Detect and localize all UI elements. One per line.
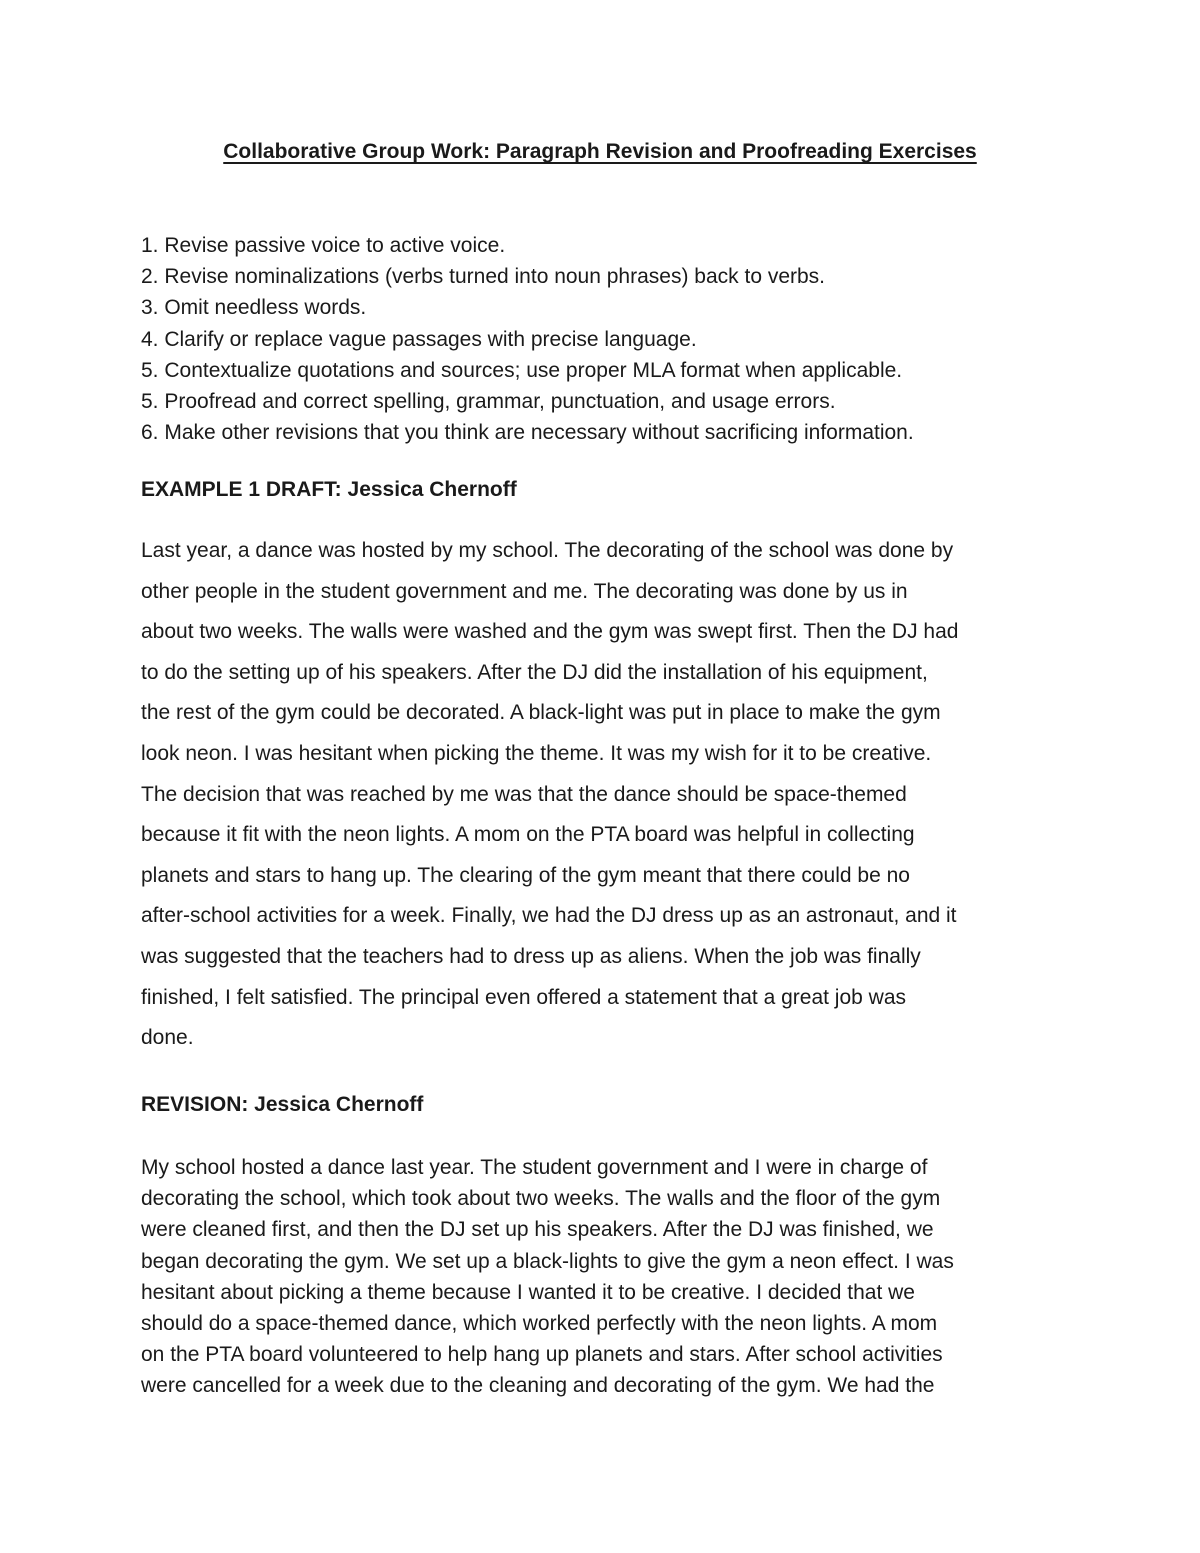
- draft-line: planets and stars to hang up. The clearing of the gym meant that there could be no: [141, 863, 910, 887]
- draft-line: Last year, a dance was hosted by my school. The decorating of the school was done by: [141, 539, 954, 562]
- revision-heading: REVISION: Jessica Chernoff: [141, 1093, 424, 1116]
- instruction-item: 5. Proofread and correct spelling, grammar, punctuation, and usage errors.: [141, 390, 836, 414]
- draft-line: was suggested that the teachers had to dress up as aliens. When the job was finally: [141, 944, 921, 968]
- revision-paragraph: [141, 1152, 954, 1402]
- draft-line: look neon. I was hesitant when picking the theme. It was my wish for it to be creative.: [141, 741, 932, 765]
- draft-line: finished, I felt satisfied. The principal even offered a statement that a great job was: [141, 985, 907, 1009]
- draft-line: about two weeks. The walls were washed and the gym was swept first. Then the DJ had: [141, 620, 959, 644]
- draft-line: The decision that was reached by me was that the dance should be space-themed: [141, 782, 907, 806]
- draft-paragraph: [141, 531, 958, 1059]
- draft-line: to do the setting up of his speakers. After the DJ did the installation of his equipment,: [141, 660, 928, 684]
- draft-line: the rest of the gym could be decorated. A black-light was put in place to make the gym: [141, 701, 941, 725]
- revision-line: decorating the school, which took about two weeks. The walls and the floor of the gym: [141, 1187, 941, 1211]
- instruction-item: 4. Clarify or replace vague passages with precise language.: [141, 327, 697, 351]
- draft-line: done.: [141, 1026, 194, 1050]
- revision-line: My school hosted a dance last year. The student government and I were in charge of: [141, 1156, 928, 1179]
- instruction-item: 2. Revise nominalizations (verbs turned into noun phrases) back to verbs.: [141, 265, 826, 289]
- revision-line: began decorating the gym. We set up a black-lights to give the gym a neon effect. I was: [141, 1249, 954, 1273]
- revision-line: should do a space-themed dance, which worked perfectly with the neon lights. A mom: [141, 1312, 938, 1336]
- instruction-item: 5. Contextualize quotations and sources; use proper MLA format when applicable.: [141, 358, 903, 382]
- instruction-item: 3. Omit needless words.: [141, 296, 367, 320]
- draft-line: because it fit with the neon lights. A mom on the PTA board was helpful in collecting: [141, 823, 915, 847]
- instruction-list: [141, 230, 914, 448]
- page-title: Collaborative Group Work: Paragraph Revision and Proofreading Exercises: [223, 140, 977, 163]
- revision-line: were cleaned first, and then the DJ set up his speakers. After the DJ was finished, we: [141, 1218, 934, 1242]
- draft-line: after-school activities for a week. Finally, we had the DJ dress up as an astronaut, and it: [141, 904, 957, 928]
- revision-line: were cancelled for a week due to the cleaning and decorating of the gym. We had the: [141, 1374, 935, 1398]
- draft-line: other people in the student government and me. The decorating was done by us in: [141, 579, 908, 603]
- revision-line: hesitant about picking a theme because I wanted it to be creative. I decided that we: [141, 1280, 915, 1304]
- revision-line: on the PTA board volunteered to help hang up planets and stars. After school activities: [141, 1343, 943, 1367]
- example-draft-heading: EXAMPLE 1 DRAFT: Jessica Chernoff: [141, 478, 517, 501]
- instruction-item: 1. Revise passive voice to active voice.: [141, 234, 506, 257]
- instruction-item: 6. Make other revisions that you think are necessary without sacrificing information.: [141, 421, 914, 445]
